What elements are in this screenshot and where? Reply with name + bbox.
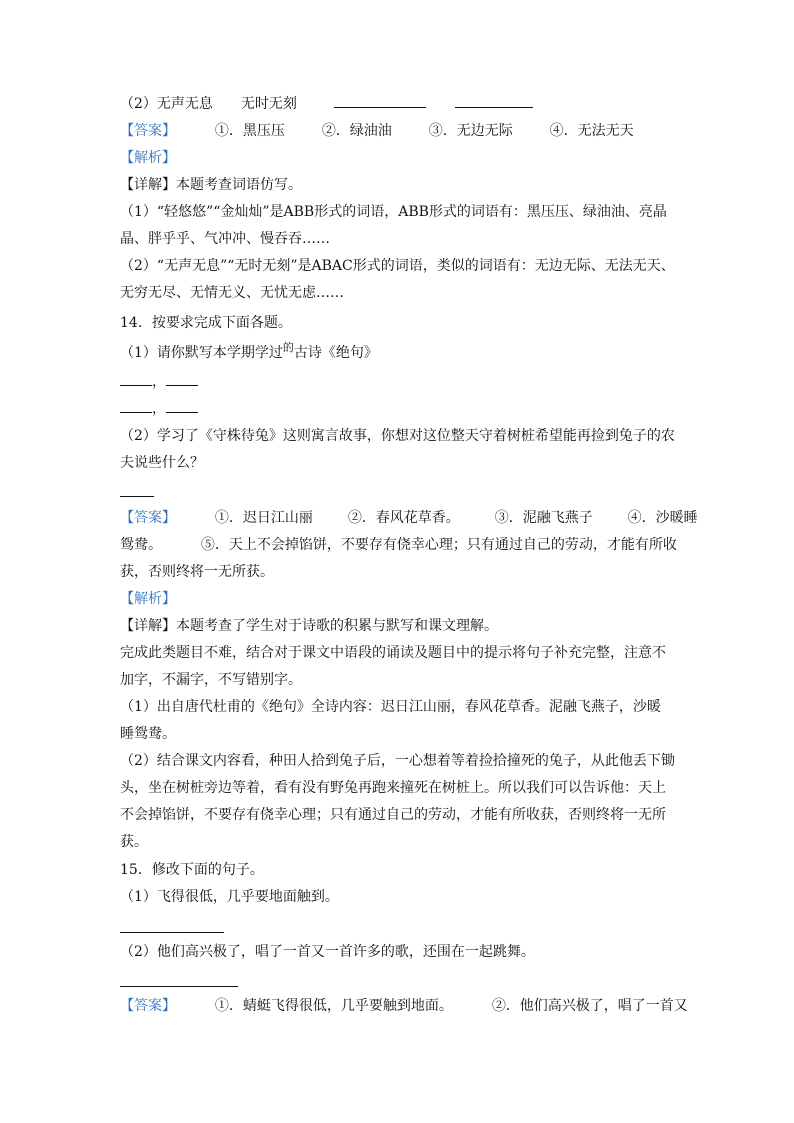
detail-text: 无穷无尽、无情无义、无忧无虑……: [120, 285, 344, 301]
q15-part2: （2）他们高兴极了，唱了一首又一首许多的歌，还围在一起跳舞。: [120, 944, 535, 960]
answer-item: ③．泥融飞燕子: [494, 510, 593, 526]
q14-part1: [120, 343, 378, 364]
answer-tag: 【答案】: [120, 510, 176, 526]
detail-text: （1）“轻悠悠”“金灿灿”是ABB形式的词语，ABB形式的词语有：黑压压、绿油油、亮晶: [120, 204, 667, 220]
detail-text: 不会掉馅饼，不要存有侥幸心理；只有通过自己的劳动，才能有所收获，否则终将一无所: [120, 807, 666, 823]
q14-title: 14．按要求完成下面各题。: [120, 315, 292, 331]
q14-answer-blank[interactable]: [120, 496, 154, 497]
q13-blank-3[interactable]: [334, 95, 426, 108]
analysis-tag: 【解析】: [120, 591, 176, 607]
detail-text: 头，坐在树桩旁边等着，看有没有野兔再跑来撞死在树桩上。所以我们可以告诉他：天上: [120, 780, 666, 796]
answer-item: ①．黑压压: [214, 123, 285, 139]
comma: ，: [152, 374, 166, 390]
detail-text: （2）“无声无息”“无时无刻”是ABAC形式的词语，类似的词语有：无边无际、无法无天、: [120, 258, 675, 274]
q13-answer-line: [120, 121, 634, 141]
detail-text: （2）结合课文内容看，种田人拾到兔子后，一心想着等着捡拾撞死的兔子，从此他丢下锄: [120, 753, 675, 769]
detail-text: （1）出自唐代杜甫的《绝句》全诗内容：迟日江山丽，春风花草香。泥融飞燕子，沙暖: [120, 699, 661, 715]
detail-text: 睡鸳鸯。: [120, 726, 176, 742]
detail-heading: 【详解】本题考查了学生对于诗歌的积累与默写和课文理解。: [120, 618, 498, 634]
q14-blank[interactable]: [166, 400, 198, 413]
q15-answer-line: [120, 996, 688, 1016]
q14-blank[interactable]: [166, 373, 198, 386]
q14-part2: 夫说些什么？: [120, 455, 204, 471]
q15-answer-blank-2[interactable]: [120, 986, 238, 987]
answer-item: ⑤．天上不会掉馅饼，不要存有侥幸心理；只有通过自己的劳动，才能有所收: [200, 537, 677, 553]
answer-item: ①．迟日江山丽: [214, 510, 313, 526]
q14-part1-poem: 古诗《绝句》: [293, 345, 378, 361]
detail-text: 加字，不漏字，不写错别字。: [120, 672, 302, 688]
q13-part2: [120, 94, 533, 114]
answer-item: ②．春风花草香。: [347, 510, 460, 526]
answer-item: ①．蜻蜓飞得很低，几乎要触到地面。: [214, 998, 453, 1014]
answer-item: 鸳鸯。: [120, 537, 162, 553]
q14-blank-row-1: [120, 372, 198, 392]
q14-answer-line: 获，否则终将一无所获。: [120, 564, 274, 580]
detail-text: 晶、胖乎乎、气冲冲、慢吞吞……: [120, 231, 330, 247]
q15-part1: （1）飞得很低，几乎要地面触到。: [120, 889, 339, 905]
detail-text: 获。: [120, 834, 148, 850]
answer-item: ③．无边无际: [428, 123, 513, 139]
q13-blank-4[interactable]: [455, 95, 533, 108]
q15-title: 15．修改下面的句子。: [120, 862, 264, 878]
answer-item: ②．绿油油: [321, 123, 392, 139]
q15-answer-blank-1[interactable]: [120, 932, 224, 933]
q14-part1-text: （1）请你默写本学期学过: [120, 345, 283, 361]
q14-blank[interactable]: [120, 373, 152, 386]
answer-tag: 【答案】: [120, 998, 176, 1014]
comma: ，: [152, 401, 166, 417]
answer-item: ④．无法无天: [549, 123, 634, 139]
q13-part2-label: （2）无声无息 无时无刻: [120, 96, 297, 112]
q14-blank-row-2: [120, 399, 198, 419]
answer-tag: 【答案】: [120, 123, 176, 139]
q14-part2: （2）学习了《守株待兔》这则寓言故事，你想对这位整天守着树桩希望能再捡到兔子的农: [120, 428, 675, 444]
q14-answer-line: [120, 535, 677, 555]
q14-answer-line: [120, 508, 698, 528]
answer-item: ②．他们高兴极了，唱了一首又: [491, 998, 688, 1014]
q14-part1-sup: 的: [282, 341, 294, 354]
analysis-tag: 【解析】: [120, 150, 176, 166]
answer-item: ④．沙暖睡: [627, 510, 698, 526]
detail-text: 完成此类题目不难，结合对于课文中语段的诵读及题目中的提示将句子补充完整，注意不: [120, 645, 666, 661]
detail-heading: 【详解】本题考查词语仿写。: [120, 177, 302, 193]
q14-blank[interactable]: [120, 400, 152, 413]
